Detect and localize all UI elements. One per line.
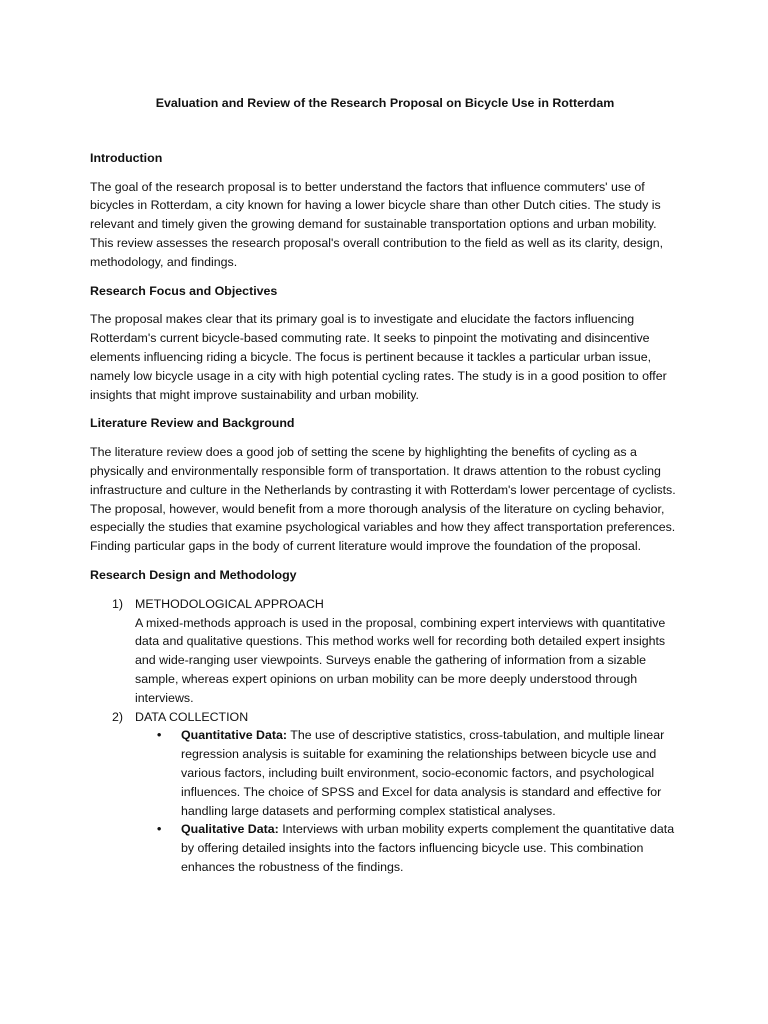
section-heading-research-focus: Research Focus and Objectives xyxy=(90,283,278,298)
list-item-title: METHODOLOGICAL APPROACH xyxy=(135,596,324,611)
list-number: 1) xyxy=(112,596,124,611)
document-page xyxy=(90,94,680,877)
bullet-label: Qualitative Data: xyxy=(181,822,279,837)
bullet-text: Interviews with urban mobility experts complement the quantitative data by offering detailed insights into the factors influencing bicycle use. This combination enhances the robustness of the findings. xyxy=(181,822,675,874)
bullet-qualitative-data xyxy=(135,820,680,876)
methodology-list xyxy=(90,595,680,877)
bullet-text: The use of descriptive statistics, cross-tabulation, and multiple linear regression analysis is suitable for examining the relationships between bicycle use and various factors, including built environment, socio-economic factors, and psychological influences. The choice of SPSS and Excel for data analysis is standard and effective for handling large datasets and performing complex statistical analyses. xyxy=(181,728,665,818)
bullet-icon: • xyxy=(157,822,162,837)
methodology-item-data-collection xyxy=(90,708,680,877)
list-item-title: DATA COLLECTION xyxy=(135,709,249,724)
introduction-paragraph: The goal of the research proposal is to better understand the factors that influence commuters' use of bicycles in Rotterdam, a city known for having a lower bicycle share than other Dutch cities. The study is relevant and timely given the growing demand for sustainable transportation options and urban mobility. This review assesses the research proposal's overall contribution to the field as well as its clarity, design, methodology, and findings. xyxy=(90,179,664,269)
bullet-label: Quantitative Data: xyxy=(181,728,288,743)
bullet-quantitative-data xyxy=(135,726,680,820)
section-heading-methodology: Research Design and Methodology xyxy=(90,567,297,582)
document-title: Evaluation and Review of the Research Proposal on Bicycle Use in Rotterdam xyxy=(155,96,615,110)
section-heading-introduction: Introduction xyxy=(90,150,163,165)
literature-review-paragraph: The literature review does a good job of setting the scene by highlighting the benefits of cycling as a physically and environmentally responsible form of transportation. It draws attention to the robust cycling infrastructure and culture in the Netherlands by contrasting it with Rotterdam's lower percentage of cyclists. The proposal, however, would benefit from a more thorough analysis of the literature on cycling behavior, especially the studies that examine psychological variables and how they affect transportation preferences. Finding particular gaps in the body of current literature would improve the foundation of the proposal. xyxy=(90,445,676,554)
data-collection-bullets xyxy=(135,726,680,876)
list-number: 2) xyxy=(112,709,124,724)
list-item-text: A mixed-methods approach is used in the proposal, combining expert interviews with quantitative data and qualitative questions. This method works well for recording both detailed expert insights and wide-ranging user viewpoints. Surveys enable the gathering of information from a sizable sample, whereas expert opinions on urban mobility can be more deeply understood through interviews. xyxy=(135,615,666,705)
methodology-item-approach xyxy=(90,595,680,708)
bullet-icon: • xyxy=(157,728,162,743)
research-focus-paragraph: The proposal makes clear that its primary goal is to investigate and elucidate the factors influencing Rotterdam's current bicycle-based commuting rate. It seeks to pinpoint the motivating and disincentive elements influencing riding a bicycle. The focus is pertinent because it tackles a particular urban issue, namely low bicycle usage in a city with high potential cycling rates. The study is in a good position to offer insights that might improve sustainability and urban mobility. xyxy=(90,312,667,402)
section-heading-literature-review: Literature Review and Background xyxy=(90,416,295,431)
